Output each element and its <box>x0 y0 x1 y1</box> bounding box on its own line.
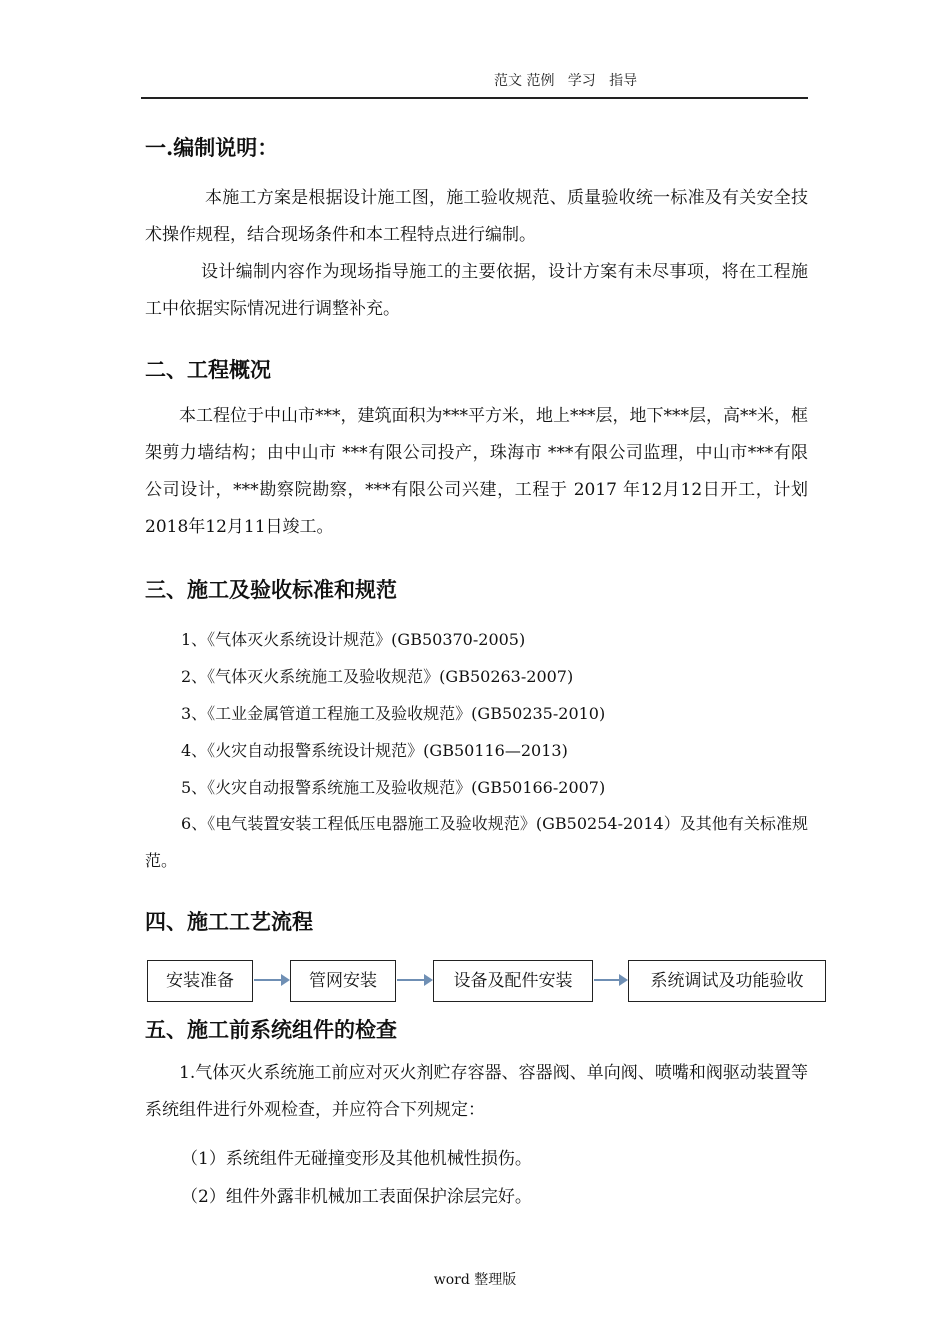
flow-arrow-icon <box>254 979 288 981</box>
standard-item-2: 2、《气体灭火系统施工及验收规范》(GB50263-2007) <box>181 667 574 686</box>
standard-item-1: 1、《气体灭火系统设计规范》(GB50370-2005) <box>181 630 526 649</box>
section-1-paragraph-1: 本施工方案是根据设计施工图，施工验收规范、质量验收统一标准及有关安全技术操作规程，结合现场条件和本工程特点进行编制。 <box>145 188 808 245</box>
page-footer: word 整理版 <box>433 1272 517 1288</box>
section-5-paragraph: 1.气体灭火系统施工前应对灭火剂贮存容器、容器阀、单向阀、喷嘴和阀驱动装置等系统组件进行外观检查，并应符合下列规定： <box>145 1063 808 1120</box>
header-divider <box>141 97 808 99</box>
flow-step-3: 设备及配件安装 <box>433 960 593 1002</box>
section-3-title: 三、施工及验收标准和规范 <box>145 577 397 602</box>
standard-item-3: 3、《工业金属管道工程施工及验收规范》(GB50235-2010) <box>181 704 606 723</box>
flow-step-4: 系统调试及功能验收 <box>628 960 826 1002</box>
standard-item-6: 6、《电气装置安装工程低压电器施工及验收规范》(GB50254-2014）及其他有关标准规范。 <box>145 814 808 870</box>
check-item-2: （2）组件外露非机械加工表面保护涂层完好。 <box>181 1187 532 1207</box>
section-1-paragraph-2: 设计编制内容作为现场指导施工的主要依据，设计方案有未尽事项，将在工程施工中依据实际情况进行调整补充。 <box>145 262 808 319</box>
section-4-title: 四、施工工艺流程 <box>145 909 313 934</box>
flow-arrow-icon <box>594 979 626 981</box>
standard-item-5: 5、《火灾自动报警系统施工及验收规范》(GB50166-2007) <box>181 778 606 797</box>
check-item-1: （1）系统组件无碰撞变形及其他机械性损伤。 <box>181 1149 532 1169</box>
process-flow <box>147 960 829 1005</box>
flow-arrow-icon <box>397 979 431 981</box>
section-5-title: 五、施工前系统组件的检查 <box>145 1017 397 1042</box>
standard-item-4: 4、《火灾自动报警系统设计规范》(GB50116—2013) <box>181 741 568 760</box>
header-text: 范文 范例 学习 指导 <box>494 73 638 89</box>
section-2-paragraph: 本工程位于中山市***，建筑面积为***平方米，地上***层，地下***层，高**米，框架剪力墙结构；由中山市 ***有限公司投产，珠海市 ***有限公司监理，中山市***有限公司设计，***勘察院勘察，***有限公司兴建，工程于 2017 年12月12日开工，计划2018年12月11日竣工。 <box>145 406 808 537</box>
section-2-title: 二、工程概况 <box>145 357 271 382</box>
section-1-title: 一.编制说明： <box>145 135 279 160</box>
flow-step-2: 管网安装 <box>290 960 396 1002</box>
flow-step-1: 安装准备 <box>147 960 253 1002</box>
